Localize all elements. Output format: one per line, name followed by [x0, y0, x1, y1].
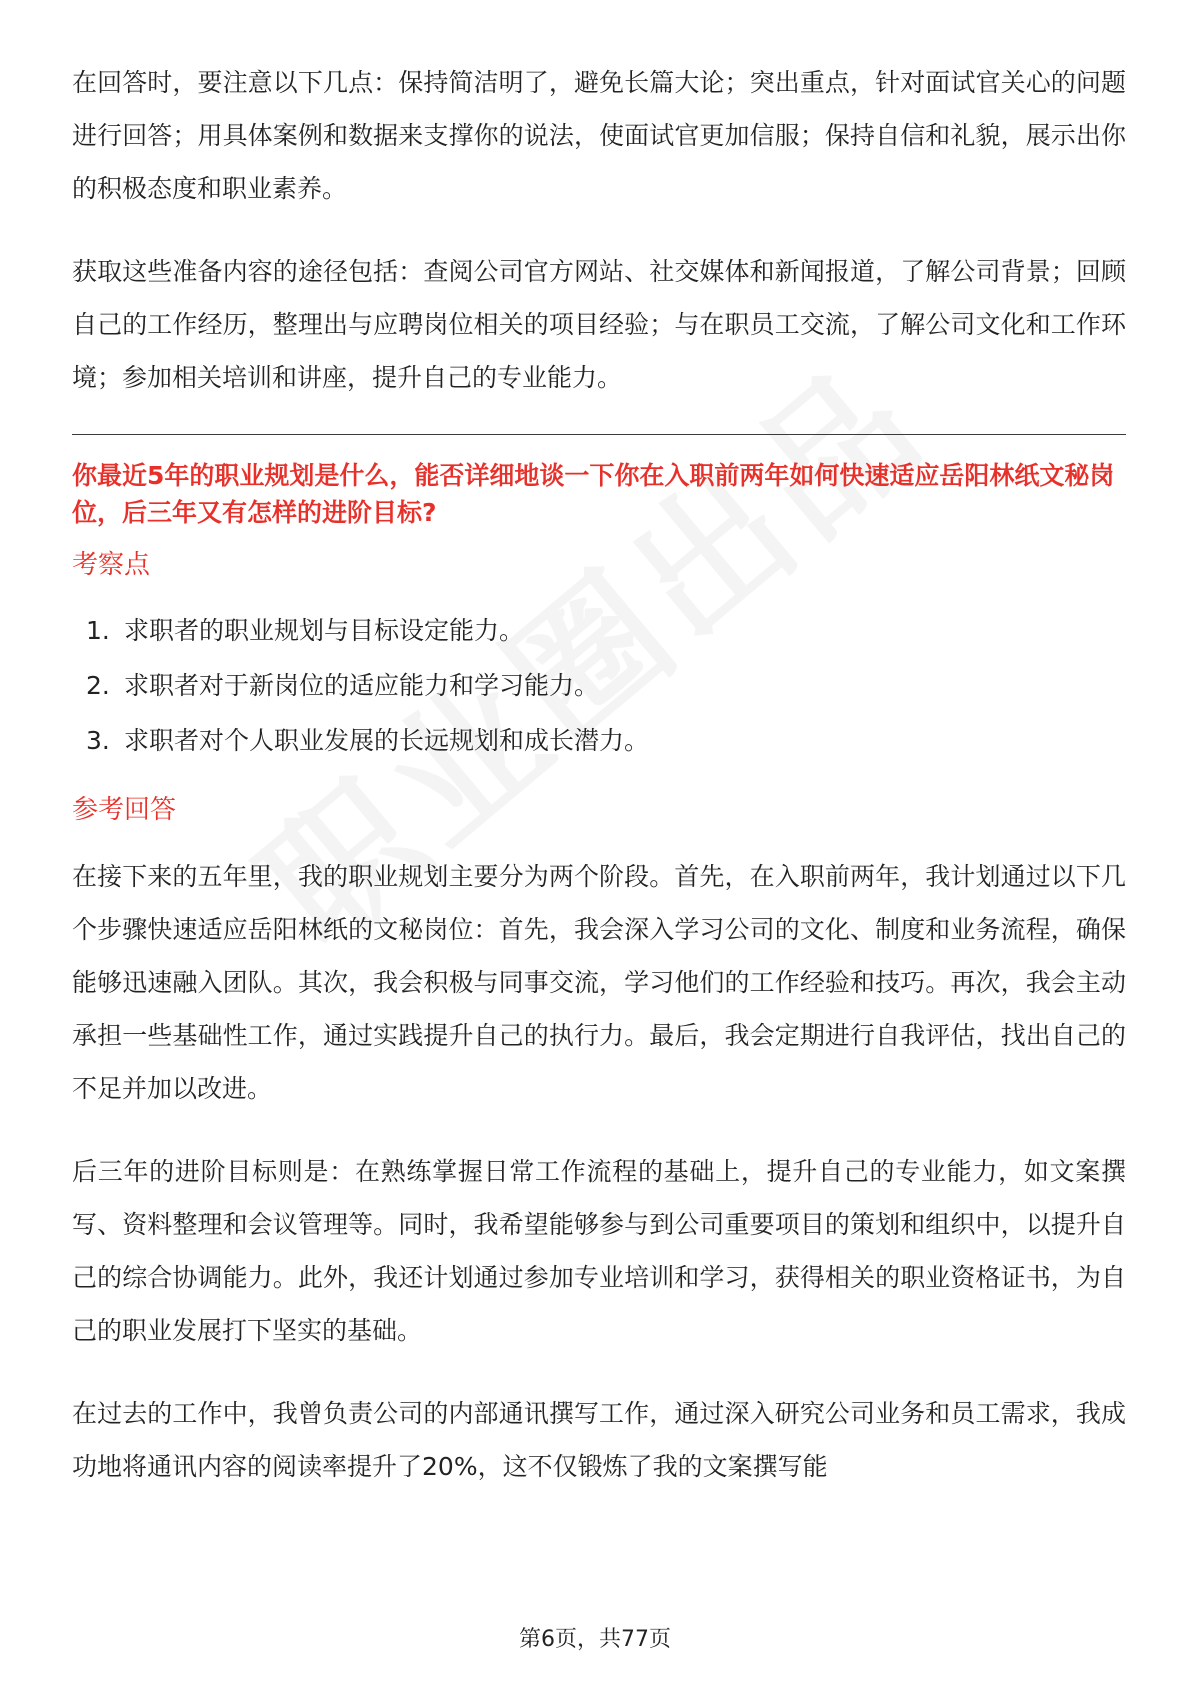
question-heading: 你最近5年的职业规划是什么，能否详细地谈一下你在入职前两年如何快速适应岳阳林纸文秘岗位，后三年又有怎样的进阶目标?: [72, 461, 1115, 527]
list-item-number: 2.: [86, 671, 110, 700]
page-footer: 第6页，共77页: [519, 1627, 671, 1652]
list-item: [72, 658, 1126, 713]
list-item: [72, 713, 1126, 768]
list-item-number: 3.: [86, 726, 110, 755]
examination-title: 考察点: [72, 550, 151, 580]
answer-title: 参考回答: [72, 795, 177, 825]
section-divider: [72, 434, 1126, 435]
answer-paragraph-1: 在接下来的五年里，我的职业规划主要分为两个阶段。首先，在入职前两年，我计划通过以下几个步骤快速适应岳阳林纸的文秘岗位：首先，我会深入学习公司的文化、制度和业务流程，确保能够迅速融入团队。其次，我会积极与同事交流，学习他们的工作经验和技巧。再次，我会主动承担一些基础性工作，通过实践提升自己的执行力。最后，我会定期进行自我评估，找出自己的不足并加以改进。: [72, 862, 1126, 1103]
list-item: [72, 603, 1126, 658]
intro-paragraph-2: 获取这些准备内容的途径包括：查阅公司官方网站、社交媒体和新闻报道，了解公司背景；回顾自己的工作经历，整理出与应聘岗位相关的项目经验；与在职员工交流，了解公司文化和工作环境；参加相关培训和讲座，提升自己的专业能力。: [72, 257, 1126, 392]
list-item-text: 求职者对个人职业发展的长远规划和成长潜力。: [124, 726, 650, 755]
examination-points-list: [72, 603, 1126, 768]
list-item-text: 求职者对于新岗位的适应能力和学习能力。: [124, 671, 600, 700]
answer-paragraph-2: 后三年的进阶目标则是：在熟练掌握日常工作流程的基础上，提升自己的专业能力，如文案撰写、资料整理和会议管理等。同时，我希望能够参与到公司重要项目的策划和组织中，以提升自己的综合协调能力。此外，我还计划通过参加专业培训和学习，获得相关的职业资格证书，为自己的职业发展打下坚实的基础。: [72, 1157, 1126, 1345]
list-item-text: 求职者的职业规划与目标设定能力。: [124, 616, 525, 645]
answer-paragraph-3: 在过去的工作中，我曾负责公司的内部通讯撰写工作，通过深入研究公司业务和员工需求，我成功地将通讯内容的阅读率提升了20%，这不仅锻炼了我的文案撰写能: [72, 1399, 1126, 1481]
list-item-number: 1.: [86, 616, 110, 645]
intro-paragraph-1: 在回答时，要注意以下几点：保持简洁明了，避免长篇大论；突出重点，针对面试官关心的问题进行回答；用具体案例和数据来支撑你的说法，使面试官更加信服；保持自信和礼貌，展示出你的积极态度和职业素养。: [72, 68, 1126, 203]
document-page: [72, 56, 1126, 1523]
